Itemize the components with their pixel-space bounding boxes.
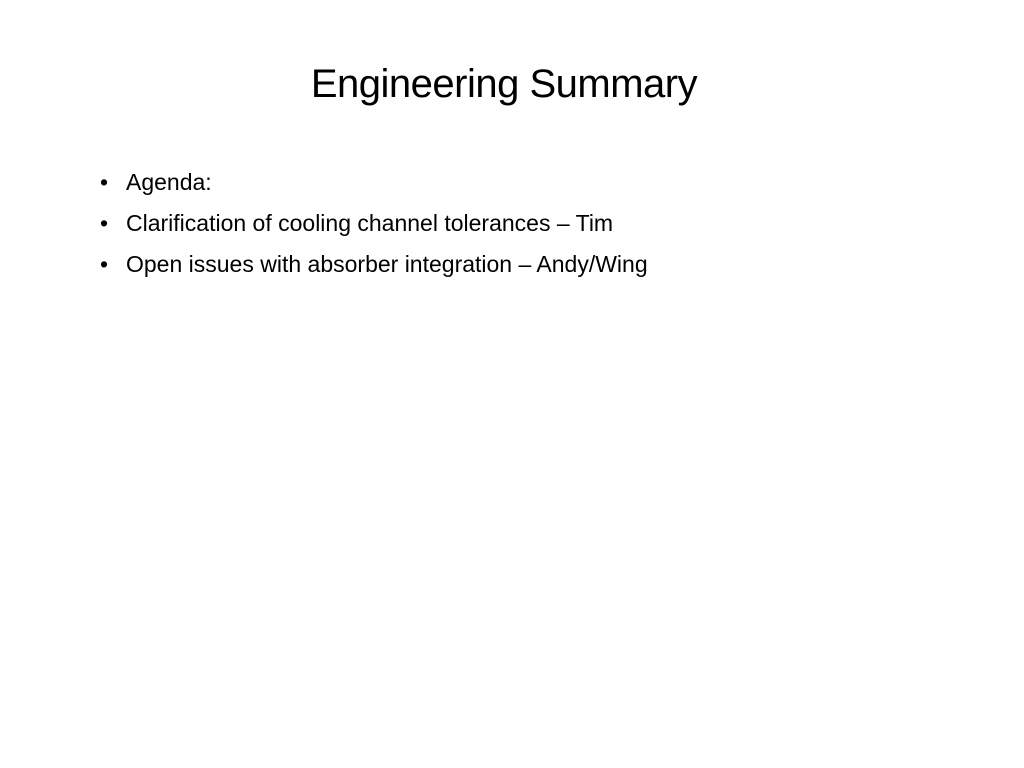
bullet-item bbox=[100, 244, 648, 285]
bullet-item bbox=[100, 203, 648, 244]
bullet-text: Open issues with absorber integration – Andy/Wing bbox=[126, 251, 648, 277]
bullet-list bbox=[100, 162, 648, 285]
bullet-icon: • bbox=[100, 169, 109, 195]
bullet-icon: • bbox=[100, 251, 109, 277]
bullet-text: Clarification of cooling channel tolerances – Tim bbox=[126, 210, 614, 236]
bullet-item bbox=[100, 162, 648, 203]
bullet-text: Agenda: bbox=[126, 169, 212, 195]
slide-title: Engineering Summary bbox=[310, 62, 698, 106]
bullet-icon: • bbox=[100, 210, 109, 236]
